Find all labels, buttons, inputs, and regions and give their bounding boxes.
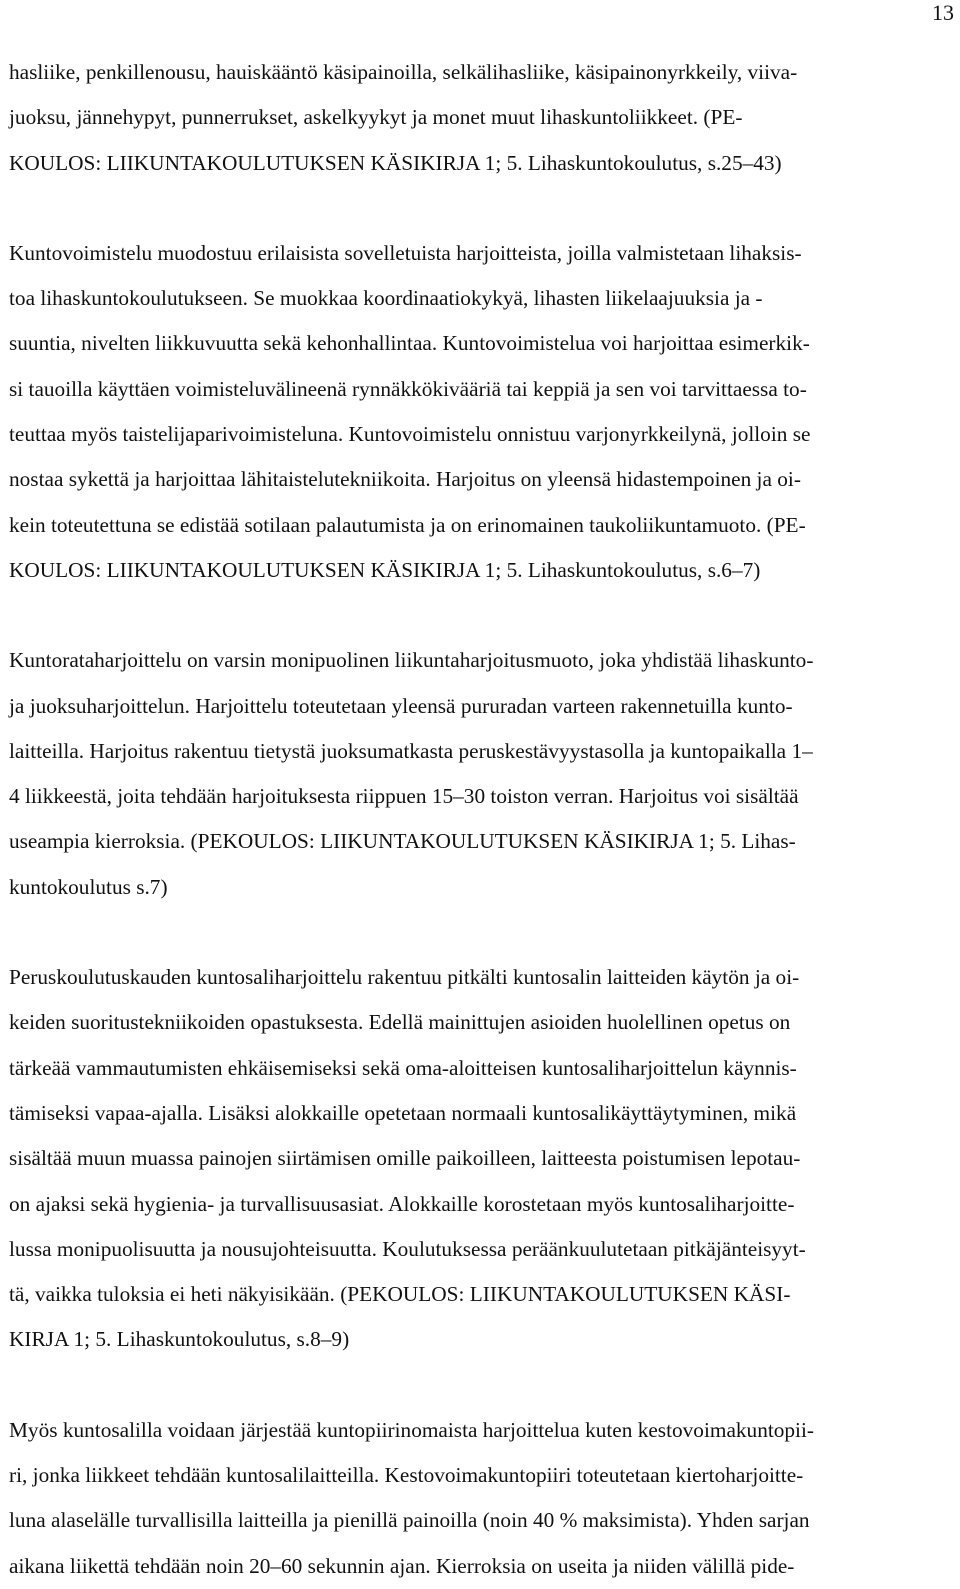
text-line: useampia kierroksia. (PEKOULOS: LIIKUNTAKOULUTUKSEN KÄSIKIRJA 1; 5. Lihas- <box>9 829 796 854</box>
paragraph-spacer <box>9 1363 951 1408</box>
text-line: ja juoksuharjoittelun. Harjoittelu toteutetaan yleensä pururadan varteen rakennetuilla kunto- <box>9 693 793 718</box>
paragraph-exercise-list <box>9 50 951 186</box>
text-line: tä, vaikka tuloksia ei heti näkyisikään. (PEKOULOS: LIIKUNTAKOULUTUKSEN KÄSI- <box>9 1282 791 1307</box>
paragraph-kuntorataharjoittelu <box>9 638 951 910</box>
text-line: KOULOS: LIIKUNTAKOULUTUKSEN KÄSIKIRJA 1; 5. Lihaskuntokoulutus, s.25–43) <box>9 150 782 175</box>
text-line: on ajaksi sekä hygienia- ja turvallisuusasiat. Alokkaille korostetaan myös kuntosaliharjoitte- <box>9 1191 795 1216</box>
text-line: Peruskoulutuskauden kuntosaliharjoittelu rakentuu pitkälti kuntosalin laitteiden käytön ja oi- <box>9 965 800 990</box>
paragraph-spacer <box>9 593 951 638</box>
text-line: ri, jonka liikkeet tehdään kuntosalilaitteilla. Kestovoimakuntopiiri toteutetaan kiertoharjoitte- <box>9 1463 804 1488</box>
text-line: tärkeää vammautumisten ehkäisemiseksi sekä oma-aloitteisen kuntosaliharjoittelun käynnis- <box>9 1055 797 1080</box>
text-line: Myös kuntosalilla voidaan järjestää kuntopiirinomaista harjoittelua kuten kestovoimakuntopii- <box>9 1417 814 1442</box>
paragraph-spacer <box>9 186 951 231</box>
paragraph-spacer <box>9 910 951 955</box>
text-line: teuttaa myös taistelijaparivoimisteluna. Kuntovoimistelu onnistuu varjonyrkkeilynä, jolloin se <box>9 422 811 447</box>
text-line: nostaa sykettä ja harjoittaa lähitaistelutekniikoita. Harjoitus on yleensä hidastempoinen ja oi- <box>9 467 801 492</box>
text-line: hasliike, penkillenousu, hauiskääntö käsipainoilla, selkälihasliike, käsipainonyrkkeily, viiva- <box>9 60 798 84</box>
page-number: 13 <box>932 0 954 25</box>
text-line: kuntokoulutus s.7) <box>9 874 168 899</box>
text-line: lussa monipuolisuutta ja nousujohteisuutta. Koulutuksessa peräänkuulutetaan pitkäjänteisyyt- <box>9 1236 806 1261</box>
text-line: luna alaselälle turvallisilla laitteilla ja pienillä painoilla (noin 40 % maksimista). Yhden sarjan <box>9 1508 810 1533</box>
text-line: si tauoilla käyttäen voimisteluvälineenä rynnäkkökivääriä tai keppiä ja sen voi tarvittaessa to- <box>9 376 807 401</box>
text-line: sisältää muun muassa painojen siirtämisen omille paikoilleen, laitteesta poistumisen lepotau- <box>9 1146 801 1171</box>
text-line: aikana liikettä tehdään noin 20–60 sekunnin ajan. Kierroksia on useita ja niiden välillä pide- <box>9 1553 795 1578</box>
text-line: keiden suoritustekniikoiden opastuksesta. Edellä mainittujen asioiden huolellinen opetus on <box>9 1010 791 1035</box>
text-line: juoksu, jännehypyt, punnerrukset, askelkyykyt ja monet muut lihaskuntoliikkeet. (PE- <box>9 105 743 130</box>
text-line: kein toteutettuna se edistää sotilaan palautumista ja on erinomainen taukoliikuntamuoto. (PE- <box>9 512 806 537</box>
document-body <box>9 50 951 1589</box>
text-line: Kuntorataharjoittelu on varsin monipuolinen liikuntaharjoitusmuoto, joka yhdistää lihaskunto- <box>9 648 814 673</box>
paragraph-kuntosaliharjoittelu <box>9 955 951 1363</box>
text-line: KOULOS: LIIKUNTAKOULUTUKSEN KÄSIKIRJA 1; 5. Lihaskuntokoulutus, s.6–7) <box>9 557 761 582</box>
text-line: 4 liikkeestä, joita tehdään harjoituksesta riippuen 15–30 toiston verran. Harjoitus voi sisältää <box>9 784 799 809</box>
paragraph-kuntovoimistelu <box>9 231 951 593</box>
text-line: toa lihaskuntokoulutukseen. Se muokkaa koordinaatiokykyä, lihasten liikelaajuuksia ja - <box>9 286 763 311</box>
text-line: tämiseksi vapaa-ajalla. Lisäksi alokkaille opetetaan normaali kuntosalikäyttäytyminen, mikä <box>9 1100 797 1125</box>
text-line: Kuntovoimistelu muodostuu erilaisista sovelletuista harjoitteista, joilla valmistetaan lihaksis- <box>9 240 802 265</box>
text-line: laitteilla. Harjoitus rakentuu tietystä juoksumatkasta peruskestävyystasolla ja kuntopaikalla 1– <box>9 738 813 763</box>
paragraph-kestovoimakuntopiiri <box>9 1408 951 1589</box>
text-line: KIRJA 1; 5. Lihaskuntokoulutus, s.8–9) <box>9 1327 350 1352</box>
text-line: suuntia, nivelten liikkuvuutta sekä kehonhallintaa. Kuntovoimistelua voi harjoittaa esimerkik- <box>9 331 810 356</box>
